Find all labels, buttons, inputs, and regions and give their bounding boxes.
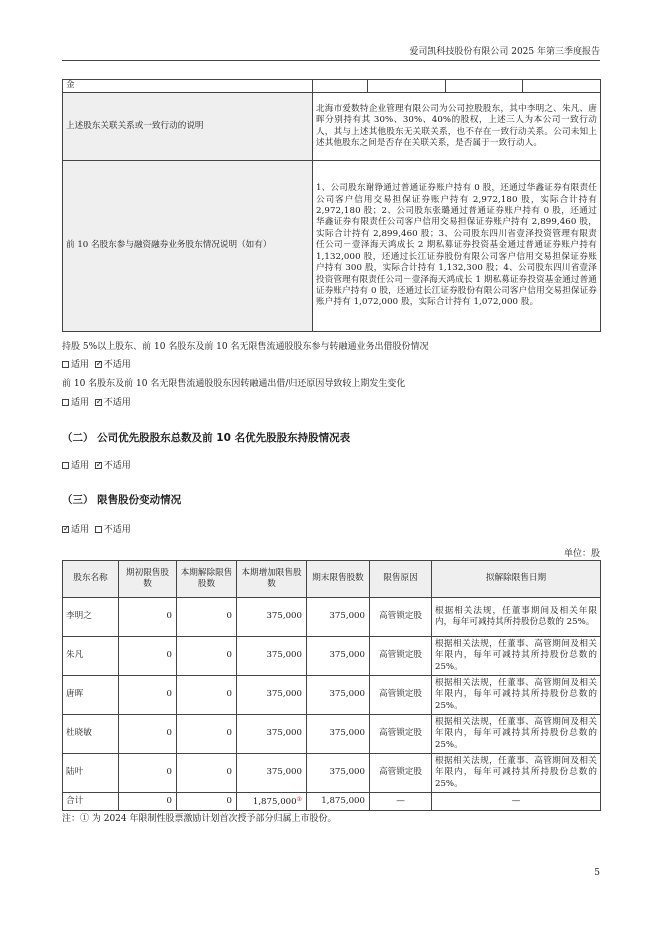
- checkbox-unchecked-icon[interactable]: [62, 462, 69, 469]
- total-label: 合计: [63, 793, 119, 811]
- added-restricted: 375,000: [237, 598, 307, 637]
- column-header: 本期增加限售股数: [237, 561, 307, 598]
- end-restricted: 375,000: [307, 676, 370, 715]
- applicable-label: 适用: [71, 398, 90, 408]
- shareholder-name: 杜晓敏: [63, 715, 119, 754]
- preferred-options: [62, 460, 602, 472]
- table-row: [63, 161, 601, 332]
- column-header: 限售原因: [370, 561, 432, 598]
- empty-cell: [313, 80, 368, 93]
- footnote-marker: ①: [296, 796, 302, 804]
- not-applicable-label: 不适用: [103, 360, 131, 370]
- column-header: 拟解除限售日期: [432, 561, 601, 598]
- section-preferred-shares-title: （二） 公司优先股股东总数及前 10 名优先股股东持股情况表: [62, 432, 351, 444]
- end-restricted: 375,000: [307, 637, 370, 676]
- release-date: 根据相关法规，任董事、高管期间及相关年限内，每年可减持其所持股份总数的 25%。: [432, 715, 601, 754]
- added-restricted: 375,000: [237, 754, 307, 793]
- begin-restricted: 0: [119, 715, 177, 754]
- section-restricted-shares-title: （三） 限售股份变动情况: [62, 494, 182, 506]
- applicable-label: 适用: [71, 360, 90, 370]
- first-row-cell: 金: [63, 80, 313, 93]
- margin-trading-label: 前 10 名股东参与融资融券业务股东情况说明（如有）: [63, 161, 313, 332]
- total-date: —: [432, 793, 601, 811]
- checkbox-checked-icon[interactable]: [95, 361, 102, 368]
- restriction-reason: 高管锁定股: [370, 598, 432, 637]
- relations-label: 上述股东关联关系或一致行动的说明: [63, 93, 313, 161]
- added-restricted: 375,000: [237, 637, 307, 676]
- end-restricted: 375,000: [307, 715, 370, 754]
- table-row: [63, 93, 601, 161]
- applicable-label: 适用: [71, 525, 90, 535]
- checkbox-checked-icon[interactable]: [62, 526, 69, 533]
- begin-restricted: 0: [119, 754, 177, 793]
- shareholder-name: 唐晖: [63, 676, 119, 715]
- table-row: [63, 754, 601, 793]
- checkbox-checked-icon[interactable]: [95, 399, 102, 406]
- change-paragraph: 前 10 名股东及前 10 名无限售流通股股东因转融通出借/归还原因导致较上期发生变化: [62, 379, 406, 389]
- release-date: 根据相关法规，任董事、高管期间及相关年限内，每年可减持其所持股份总数的 25%。: [432, 637, 601, 676]
- released-restricted: 0: [177, 676, 237, 715]
- shareholder-notes-table: [62, 79, 601, 332]
- shareholder-name: 陆叶: [63, 754, 119, 793]
- released-restricted: 0: [177, 754, 237, 793]
- table-row: [63, 676, 601, 715]
- released-restricted: 0: [177, 598, 237, 637]
- total-added-value: 1,875,000: [252, 797, 297, 808]
- total-reason: —: [370, 793, 432, 811]
- empty-cell: [368, 80, 601, 93]
- relations-text: 北海市爱数特企业管理有限公司为公司控股股东，其中李明之、朱凡、唐晖分别持有其 30%、30%、40%的股权，上述三人为本公司一致行动人，其与上述其他股东无关联关系，也不存在一致行动关系。公司未知上述其他股东之间是否存在关联关系，是否属于一致行动人。: [313, 93, 601, 161]
- restriction-reason: 高管锁定股: [370, 676, 432, 715]
- restriction-reason: 高管锁定股: [370, 715, 432, 754]
- unit-label: 单位：股: [563, 549, 600, 559]
- column-header: 股东名称: [63, 561, 119, 598]
- shareholder-name: 朱凡: [63, 637, 119, 676]
- change-options: [62, 397, 602, 409]
- checkbox-unchecked-icon[interactable]: [62, 361, 69, 368]
- end-restricted: 375,000: [307, 598, 370, 637]
- table-row: [63, 637, 601, 676]
- not-applicable-label: 不适用: [103, 461, 131, 471]
- begin-restricted: 0: [119, 598, 177, 637]
- released-restricted: 0: [177, 715, 237, 754]
- total-added: [237, 793, 307, 811]
- table-header-row: [63, 561, 601, 598]
- shareholder-name: 李明之: [63, 598, 119, 637]
- restriction-reason: 高管锁定股: [370, 637, 432, 676]
- total-row: [63, 793, 601, 811]
- added-restricted: 375,000: [237, 676, 307, 715]
- end-restricted: 375,000: [307, 754, 370, 793]
- restricted-options: [62, 524, 602, 536]
- restricted-shares-table: [62, 560, 601, 811]
- release-date: 根据相关法规，任董事、高管期间及相关年限内，每年可减持其所持股份总数的 25%。: [432, 676, 601, 715]
- column-header: 期初限售股数: [119, 561, 177, 598]
- not-applicable-label: 不适用: [103, 398, 131, 408]
- restriction-reason: 高管锁定股: [370, 754, 432, 793]
- release-date: 根据相关法规，任董事、高管期间及相关年限内，每年可减持其所持股份总数的 25%。: [432, 754, 601, 793]
- begin-restricted: 0: [119, 676, 177, 715]
- column-header: 本期解除限售股数: [177, 561, 237, 598]
- not-applicable-label: 不适用: [103, 525, 131, 535]
- applicable-label: 适用: [71, 461, 90, 471]
- header-divider: [62, 60, 600, 61]
- column-header: 期末限售股数: [307, 561, 370, 598]
- table-row: [63, 715, 601, 754]
- lending-options: [62, 359, 602, 371]
- release-date: 根据相关法规，任董事期间及相关年限内，每年可减持其所持股份总数的 25%。: [432, 598, 601, 637]
- checkbox-unchecked-icon[interactable]: [62, 399, 69, 406]
- added-restricted: 375,000: [237, 715, 307, 754]
- table-row: [63, 598, 601, 637]
- checkbox-unchecked-icon[interactable]: [95, 526, 102, 533]
- page-number: 5: [594, 868, 600, 878]
- total-released: 0: [177, 793, 237, 811]
- checkbox-checked-icon[interactable]: [95, 462, 102, 469]
- margin-trading-text: 1、公司股东谢铮通过普通证券账户持有 0 股，还通过华鑫证券有限责任公司客户信用交易担保证券账户持有 2,972,180 股，实际合计持有 2,972,180 股；2、公司股东张璐通过普通证券账户持有 0 股，还通过华鑫证券有限责任公司客户信用交易担保证券账户持有 2,899,460 股，实际合计持有 2,899,460 股；3、公司股东四川省壹泽投资管理有限责任公司－壹泽海天鸿成长 2 期私募证券投资基金通过普通证券账户持有 1,132,000 股，还通过长江证券股份有限公司客户信用交易担保证券账户持有 300 股，实际合计持有 1,132,300 股；4、公司股东四川省壹泽投资管理有限责任公司－壹泽海天鸿成长 1 期私募证券投资基金通过普通证券账户持有 0 股，还通过长江证券股份有限公司客户信用交易担保证券账户持有 1,072,000 股，实际合计持有 1,072,000 股。: [313, 161, 601, 332]
- total-begin: 0: [119, 793, 177, 811]
- footnote: 注：① 为 2024 年限制性股票激励计划首次授予部分归属上市股份。: [62, 814, 337, 824]
- table-row: [63, 80, 601, 93]
- released-restricted: 0: [177, 637, 237, 676]
- total-end: 1,875,000: [307, 793, 370, 811]
- begin-restricted: 0: [119, 637, 177, 676]
- report-header-title: 爱司凯科技股份有限公司 2025 年第三季度报告: [409, 47, 600, 57]
- lending-paragraph: 持股 5%以上股东、前 10 名股东及前 10 名无限售流通股股东参与转融通业务出借股份情况: [62, 342, 429, 352]
